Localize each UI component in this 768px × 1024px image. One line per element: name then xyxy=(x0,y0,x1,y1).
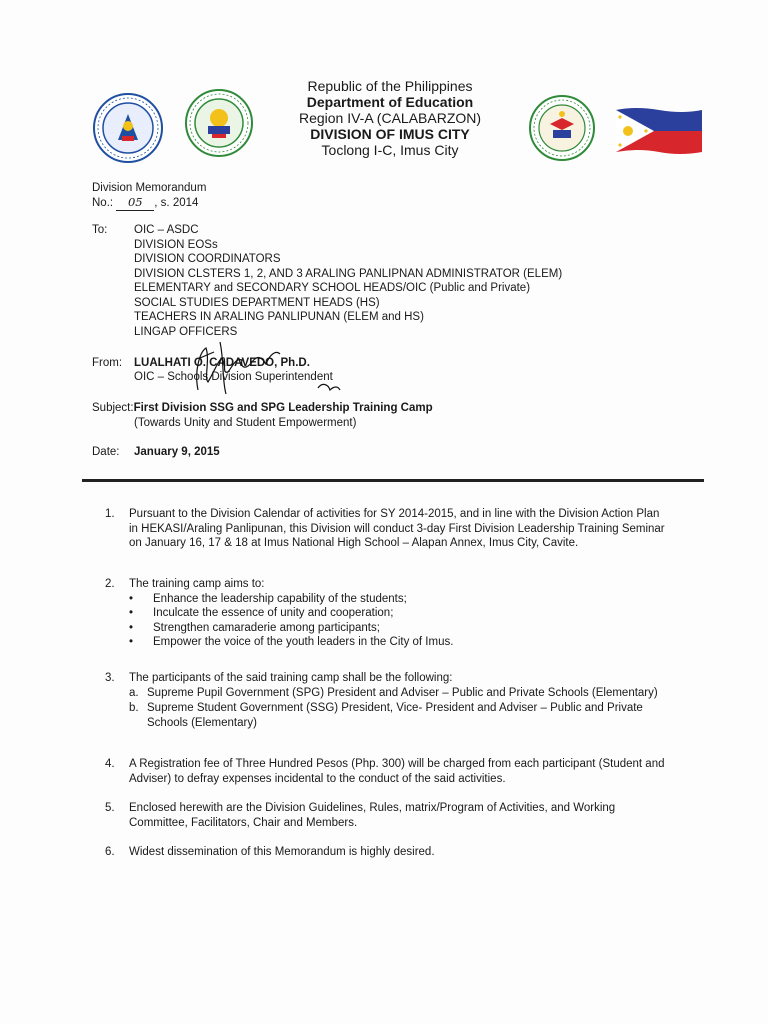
subject-line xyxy=(92,401,433,416)
date-value: January 9, 2015 xyxy=(134,446,220,458)
divider-rule xyxy=(82,479,704,482)
letterhead xyxy=(240,78,540,158)
participant-a xyxy=(129,686,665,701)
memo-number-value: 05 xyxy=(116,195,154,211)
memo-number xyxy=(92,195,198,211)
memo-item-1 xyxy=(105,507,665,551)
participant-b xyxy=(129,701,665,730)
to-label: To: xyxy=(92,224,108,236)
memo-item-6 xyxy=(105,845,665,860)
letterhead-republic: Republic of the Philippines xyxy=(307,78,473,94)
deped-seal-icon xyxy=(92,92,164,164)
aim-bullet: • Strengthen camaraderie among participants; xyxy=(129,621,665,636)
memo-item-2 xyxy=(105,577,665,650)
letterhead-address: Toclong I-C, Imus City xyxy=(321,142,459,158)
recipient: DIVISION CLSTERS 1, 2, AND 3 ARALING PANLIPNAN ADMINISTRATOR (ELEM) xyxy=(134,267,563,280)
memo-item-4 xyxy=(105,757,665,786)
letterhead-department: Department of Education xyxy=(306,94,474,110)
item-text: A Registration fee of Three Hundred Pesos (Php. 300) will be charged from each participant (Student and Adviser) to defray expenses incidental to the conduct of the said activities. xyxy=(129,758,665,785)
memo-item-3 xyxy=(105,671,665,730)
memo-number-label: No.: xyxy=(92,197,114,209)
item-text: The training camp aims to: xyxy=(129,578,265,590)
item-number: 6. xyxy=(105,846,115,858)
recipient: ELEMENTARY and SECONDARY SCHOOL HEADS/OIC (Public and Private) xyxy=(134,282,531,294)
item-text: Pursuant to the Division Calendar of activities for SY 2014-2015, and in line with the Division Action Plan in HEKASI/Araling Panlipunan, this Division will conduct 3-day First Division Leadership Training Seminar on January 16, 17 & 18 at Imus National High School – Alapan Annex, Imus City, Cavite. xyxy=(129,508,665,549)
sub-letter: b. xyxy=(129,702,139,714)
recipient: TEACHERS IN ARALING PANLIPUNAN (ELEM and HS) xyxy=(134,311,424,323)
from-name: LUALHATI O. CADAVEDO, Ph.D. xyxy=(134,357,310,369)
aim-bullet: • Empower the voice of the youth leaders in the City of Imus. xyxy=(129,635,665,650)
recipient: LINGAP OFFICERS xyxy=(134,325,238,338)
from-label: From: xyxy=(92,357,123,369)
subject-main: First Division SSG and SPG Leadership Training Camp xyxy=(133,402,433,414)
recipient: DIVISION EOSs xyxy=(134,238,218,251)
letterhead-division: DIVISION OF IMUS CITY xyxy=(310,126,470,142)
from-title: OIC – Schools Division Superintendent xyxy=(134,371,333,383)
philippine-flag-icon xyxy=(616,106,702,156)
recipient: OIC – ASDC xyxy=(134,224,199,236)
sub-letter: a. xyxy=(129,686,139,699)
item-number: 4. xyxy=(105,758,115,770)
item-text: Enclosed herewith are the Division Guidelines, Rules, matrix/Program of Activities, and Working Committee, Facilitators, Chair and Members. xyxy=(129,802,616,829)
item-number: 2. xyxy=(105,578,115,590)
subject-sub: (Towards Unity and Student Empowerment) xyxy=(134,417,357,429)
item-number: 5. xyxy=(105,802,115,814)
recipient: SOCIAL STUDIES DEPARTMENT HEADS (HS) xyxy=(134,296,380,309)
subject-label: Subject: xyxy=(92,402,134,414)
aim-bullet: • Enhance the leadership capability of the students; xyxy=(129,592,665,607)
memo-item-5 xyxy=(105,801,665,830)
memo-type: Division Memorandum xyxy=(92,182,207,194)
item-text: Widest dissemination of this Memorandum is highly desired. xyxy=(129,846,435,858)
date-label: Date: xyxy=(92,446,120,458)
aim-bullet: • Inculcate the essence of unity and cooperation; xyxy=(129,606,665,621)
sub-text: Supreme Student Government (SSG) President, Vice- President and Adviser – Public and Private Schools (Elementary) xyxy=(147,702,643,729)
recipients-list xyxy=(134,223,562,339)
item-number: 3. xyxy=(105,672,115,684)
item-number: 1. xyxy=(105,508,115,520)
memo-series: , s. 2014 xyxy=(154,197,199,209)
letterhead-region: Region IV-A (CALABARZON) xyxy=(298,110,482,126)
signature-icon xyxy=(180,330,350,400)
recipient: DIVISION COORDINATORS xyxy=(134,253,281,265)
sub-text: Supreme Pupil Government (SPG) President and Adviser – Public and Private Schools (Elementary) xyxy=(147,686,658,699)
item-text: The participants of the said training camp shall be the following: xyxy=(129,672,453,684)
